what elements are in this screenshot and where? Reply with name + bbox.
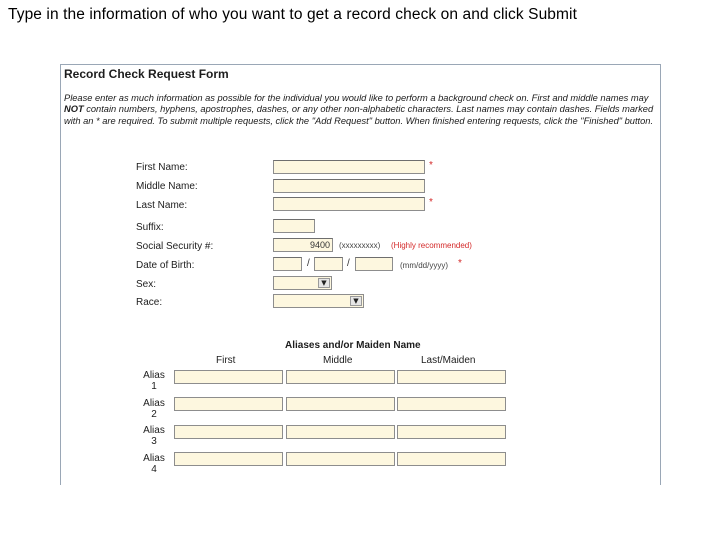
alias-row-label: Alias 4: [143, 453, 165, 475]
alias-3-last-input[interactable]: [397, 425, 506, 439]
alias-column-first: First: [216, 355, 236, 366]
aliases-heading: Aliases and/or Maiden Name: [285, 340, 421, 351]
alias-row-label: Alias 3: [143, 425, 165, 447]
alias-4-first-input[interactable]: [174, 452, 283, 466]
first-name-label: First Name:: [136, 162, 188, 173]
dob-separator: /: [307, 258, 310, 269]
suffix-label: Suffix:: [136, 222, 164, 233]
dob-separator: /: [347, 258, 350, 269]
alias-2-first-input[interactable]: [174, 397, 283, 411]
alias-2-last-input[interactable]: [397, 397, 506, 411]
last-name-required-mark: *: [429, 197, 433, 208]
dob-required-mark: *: [458, 258, 462, 269]
ssn-recommended-note: (Highly recommended): [391, 241, 472, 250]
ssn-format-hint: (xxxxxxxxx): [339, 241, 381, 250]
alias-column-last: Last/Maiden: [421, 355, 476, 366]
sex-select[interactable]: [273, 276, 332, 290]
form-instructions: Please enter as much information as possible for the individual you would like to perform a background check on. First and middle names may NOT contain numbers, hyphens, apostrophes, dashes, or any other non-alphabetic characters. Last names may contain dashes. Fields marked with an * are required. To submit multiple requests, click the "Add Request" button. When finished entering requests, click the "Finished" button.: [64, 93, 654, 126]
alias-1-last-input[interactable]: [397, 370, 506, 384]
ssn-input[interactable]: [273, 238, 333, 252]
form-title: Record Check Request Form: [64, 67, 229, 81]
slide-title: Type in the information of who you want to get a record check on and click Submit: [8, 6, 577, 23]
alias-4-middle-input[interactable]: [286, 452, 395, 466]
ssn-label: Social Security #:: [136, 241, 214, 252]
first-name-input[interactable]: [273, 160, 425, 174]
sex-label: Sex:: [136, 279, 157, 290]
alias-1-middle-input[interactable]: [286, 370, 395, 384]
dob-day-input[interactable]: [314, 257, 343, 271]
race-label: Race:: [136, 297, 163, 308]
dob-format-hint: (mm/dd/yyyy): [400, 261, 448, 270]
alias-4-last-input[interactable]: [397, 452, 506, 466]
chevron-down-icon[interactable]: ▼: [318, 278, 330, 288]
race-select[interactable]: [273, 294, 364, 308]
alias-3-first-input[interactable]: [174, 425, 283, 439]
alias-column-middle: Middle: [323, 355, 353, 366]
last-name-label: Last Name:: [136, 200, 188, 211]
dob-year-input[interactable]: [355, 257, 393, 271]
dob-label: Date of Birth:: [136, 260, 195, 271]
alias-row-label: Alias 2: [143, 398, 165, 420]
suffix-input[interactable]: [273, 219, 315, 233]
last-name-input[interactable]: [273, 197, 425, 211]
dob-month-input[interactable]: [273, 257, 302, 271]
chevron-down-icon[interactable]: ▼: [350, 296, 362, 306]
first-name-required-mark: *: [429, 160, 433, 171]
alias-row-label: Alias 1: [143, 370, 165, 392]
alias-1-first-input[interactable]: [174, 370, 283, 384]
middle-name-input[interactable]: [273, 179, 425, 193]
alias-3-middle-input[interactable]: [286, 425, 395, 439]
middle-name-label: Middle Name:: [136, 181, 198, 192]
record-check-form: [60, 64, 661, 485]
alias-2-middle-input[interactable]: [286, 397, 395, 411]
